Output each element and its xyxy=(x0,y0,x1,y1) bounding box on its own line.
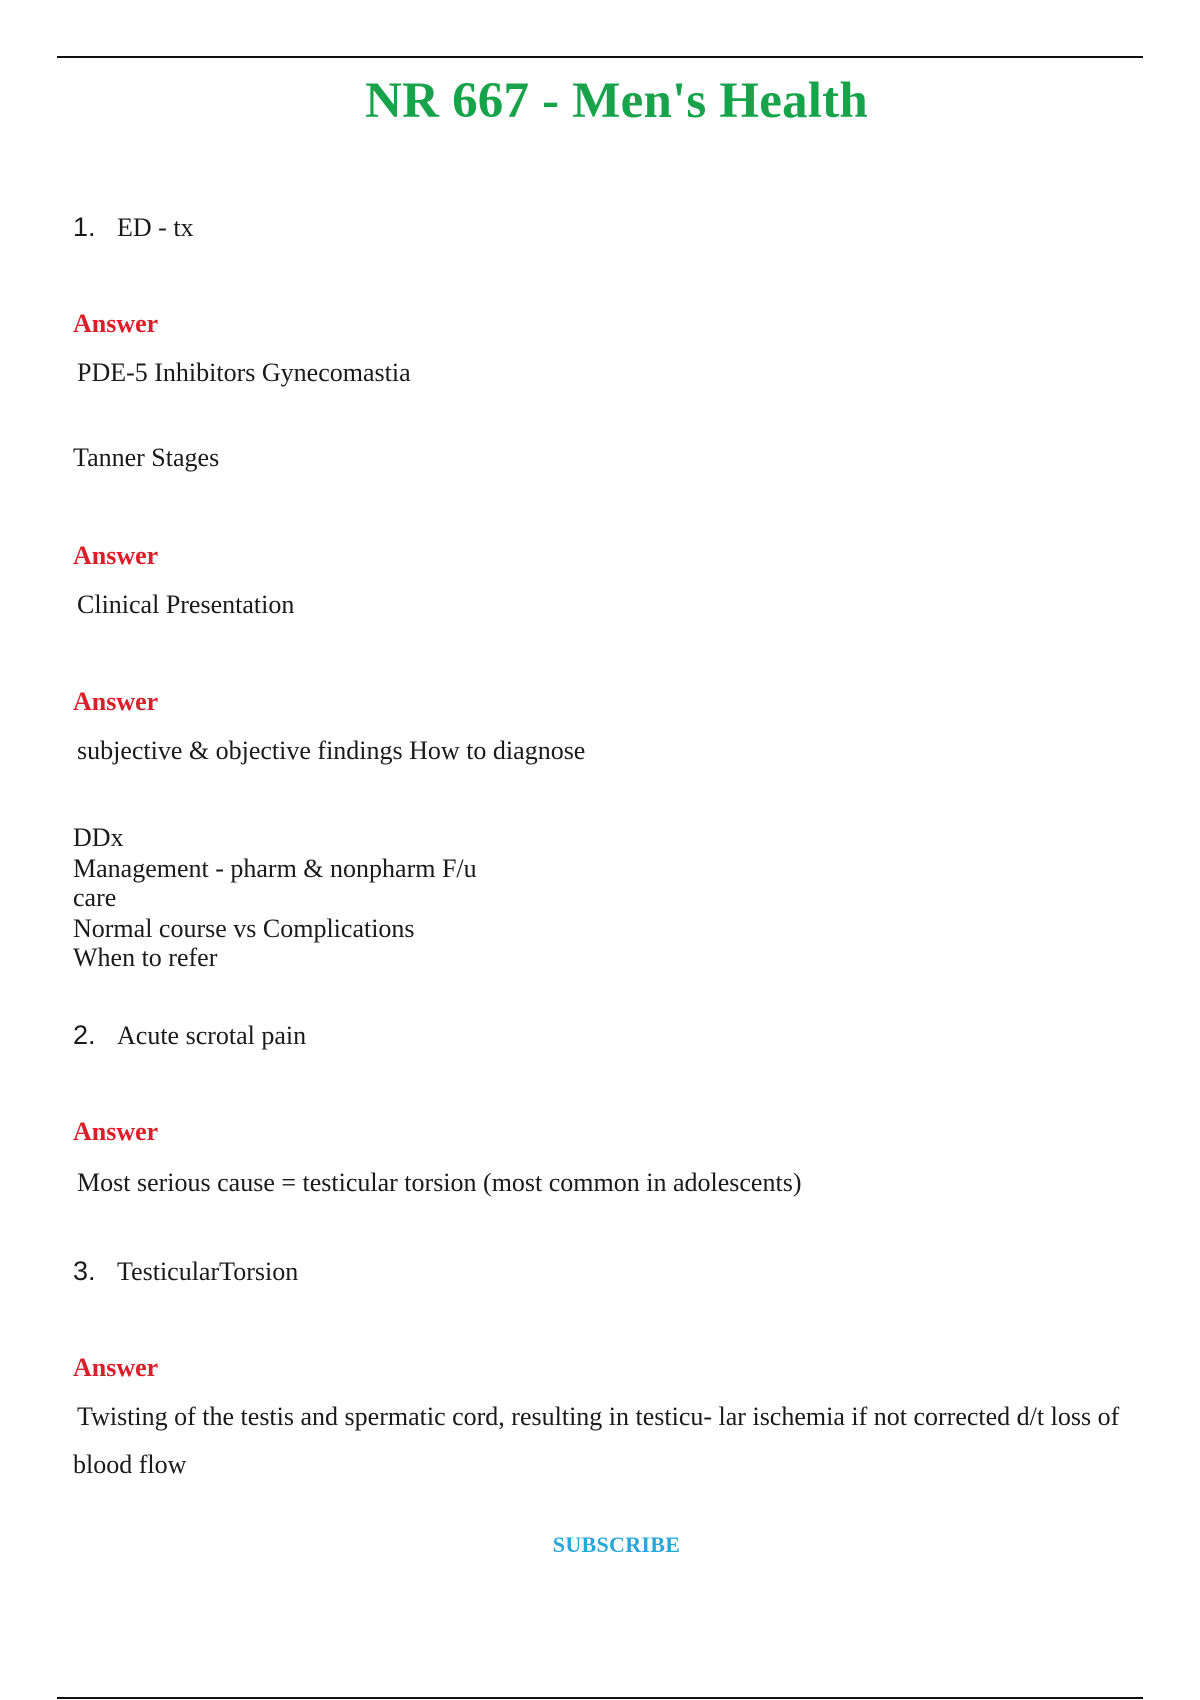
answer-text: Clinical Presentation xyxy=(77,590,295,619)
answer-text: subjective & objective findings How to diagnose xyxy=(77,736,586,765)
answer-label: Answer xyxy=(73,687,159,716)
list-item: When to refer xyxy=(73,943,218,972)
question-1 xyxy=(73,212,194,243)
question-3 xyxy=(73,1256,298,1287)
answer-text: Twisting of the testis and spermatic cord, resulting in testicu- lar ischemia if not corrected d/t loss of blood flow xyxy=(73,1402,1120,1479)
question-number: 3. xyxy=(73,1256,96,1286)
answer-label: Answer xyxy=(73,541,159,570)
top-rule xyxy=(57,56,1143,58)
list-item: DDx xyxy=(73,823,124,852)
list-item: Normal course vs Complications xyxy=(73,914,415,943)
question-text: Acute scrotal pain xyxy=(117,1021,307,1050)
answer-label: Answer xyxy=(73,1353,159,1382)
topic-list xyxy=(73,822,477,973)
list-item: Management - pharm & nonpharm F/u xyxy=(73,854,477,883)
answer-label: Answer xyxy=(73,1117,159,1146)
question-text: ED - tx xyxy=(117,213,194,242)
answer-text: PDE-5 Inhibitors Gynecomastia xyxy=(77,358,411,387)
subscribe-link[interactable]: SUBSCRIBE xyxy=(552,1532,681,1557)
question-number: 1. xyxy=(73,212,96,242)
subtopic-text: Tanner Stages xyxy=(73,443,220,472)
page-title: NR 667 - Men's Health xyxy=(365,73,868,129)
bottom-rule xyxy=(57,1697,1143,1699)
answer-text: Most serious cause = testicular torsion (most common in adolescents) xyxy=(77,1168,802,1197)
answer-label: Answer xyxy=(73,309,159,338)
question-2 xyxy=(73,1020,306,1051)
question-number: 2. xyxy=(73,1020,96,1050)
list-item: care xyxy=(73,883,117,912)
question-text: TesticularTorsion xyxy=(117,1257,299,1286)
